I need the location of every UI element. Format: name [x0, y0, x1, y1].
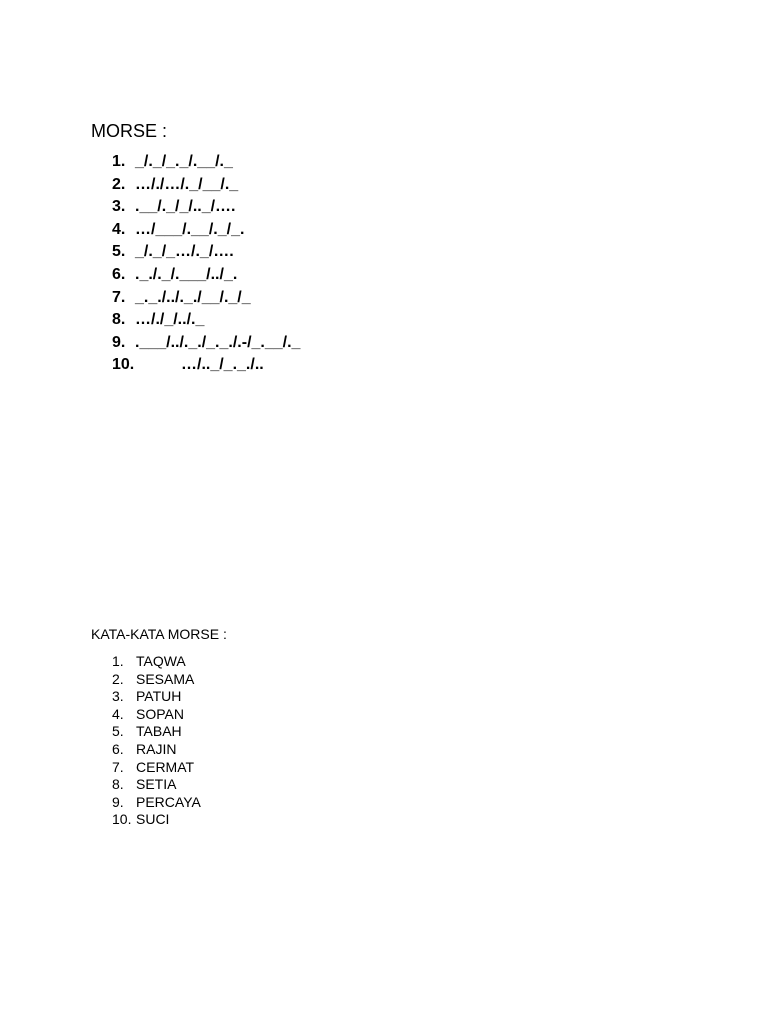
item-number: 2.: [112, 175, 126, 193]
item-number: 5.: [112, 243, 126, 261]
list-item: [112, 198, 300, 221]
kata-word-list: [112, 653, 201, 829]
list-item: [112, 153, 300, 176]
word: SESAMA: [136, 670, 195, 687]
list-item: [112, 794, 201, 812]
morse-code: .___/../._./_._./.-/_.__/._: [135, 333, 301, 351]
list-item: [112, 176, 300, 199]
morse-code: …/___/.__/._/_.: [135, 220, 245, 238]
list-item: [112, 706, 201, 724]
item-number: 4.: [112, 705, 124, 722]
morse-code: …/./…/._/__/._: [135, 175, 239, 193]
list-item: [112, 671, 201, 689]
item-number: 8.: [112, 776, 124, 793]
list-item: [112, 759, 201, 777]
word: TABAH: [136, 723, 182, 740]
list-item: [112, 776, 201, 794]
list-item: [112, 311, 300, 334]
word: RAJIN: [136, 740, 177, 757]
kata-heading: KATA-KATA MORSE :: [91, 626, 227, 642]
list-item: [112, 334, 300, 357]
list-item: [112, 289, 300, 312]
list-item: [112, 653, 201, 671]
word: SETIA: [136, 776, 177, 793]
item-number: 1.: [112, 153, 126, 170]
word: PERCAYA: [136, 793, 201, 810]
item-number: 3.: [112, 198, 126, 216]
list-item: [112, 811, 201, 829]
item-number: 3.: [112, 688, 124, 705]
morse-code: _/._/_…/._/….: [135, 243, 234, 261]
item-number: 6.: [112, 740, 124, 757]
word: CERMAT: [136, 758, 195, 775]
list-item: [112, 723, 201, 741]
word: SOPAN: [136, 705, 184, 722]
item-number: 8.: [112, 311, 126, 329]
morse-code: …/./_/../._: [135, 311, 205, 329]
list-item: [112, 243, 300, 266]
item-number: 1.: [112, 653, 124, 669]
item-number: 10.: [112, 356, 135, 374]
item-number: 7.: [112, 758, 124, 775]
morse-code: _._./../._./__/._/_: [135, 288, 251, 306]
item-number: 9.: [112, 333, 126, 351]
list-item: [112, 356, 300, 379]
morse-code: .__/._/_/.._/….: [135, 198, 236, 216]
list-item: [112, 688, 201, 706]
item-number: 7.: [112, 288, 126, 306]
item-number: 9.: [112, 793, 124, 810]
morse-code: _/._/_._/.__/._: [135, 153, 233, 170]
word: PATUH: [136, 688, 182, 705]
item-number: 4.: [112, 220, 126, 238]
morse-heading: MORSE :: [91, 121, 168, 141]
morse-code: …/.._/_._./..: [181, 356, 264, 374]
list-item: [112, 221, 300, 244]
list-item: [112, 266, 300, 289]
morse-code: ._./._/.___/../_.: [135, 265, 238, 283]
item-number: 10.: [112, 811, 132, 828]
word: SUCI: [136, 811, 170, 828]
item-number: 2.: [112, 670, 124, 687]
morse-code-list: [112, 153, 300, 379]
item-number: 5.: [112, 723, 124, 740]
word: TAQWA: [136, 653, 186, 669]
list-item: [112, 741, 201, 759]
item-number: 6.: [112, 265, 126, 283]
